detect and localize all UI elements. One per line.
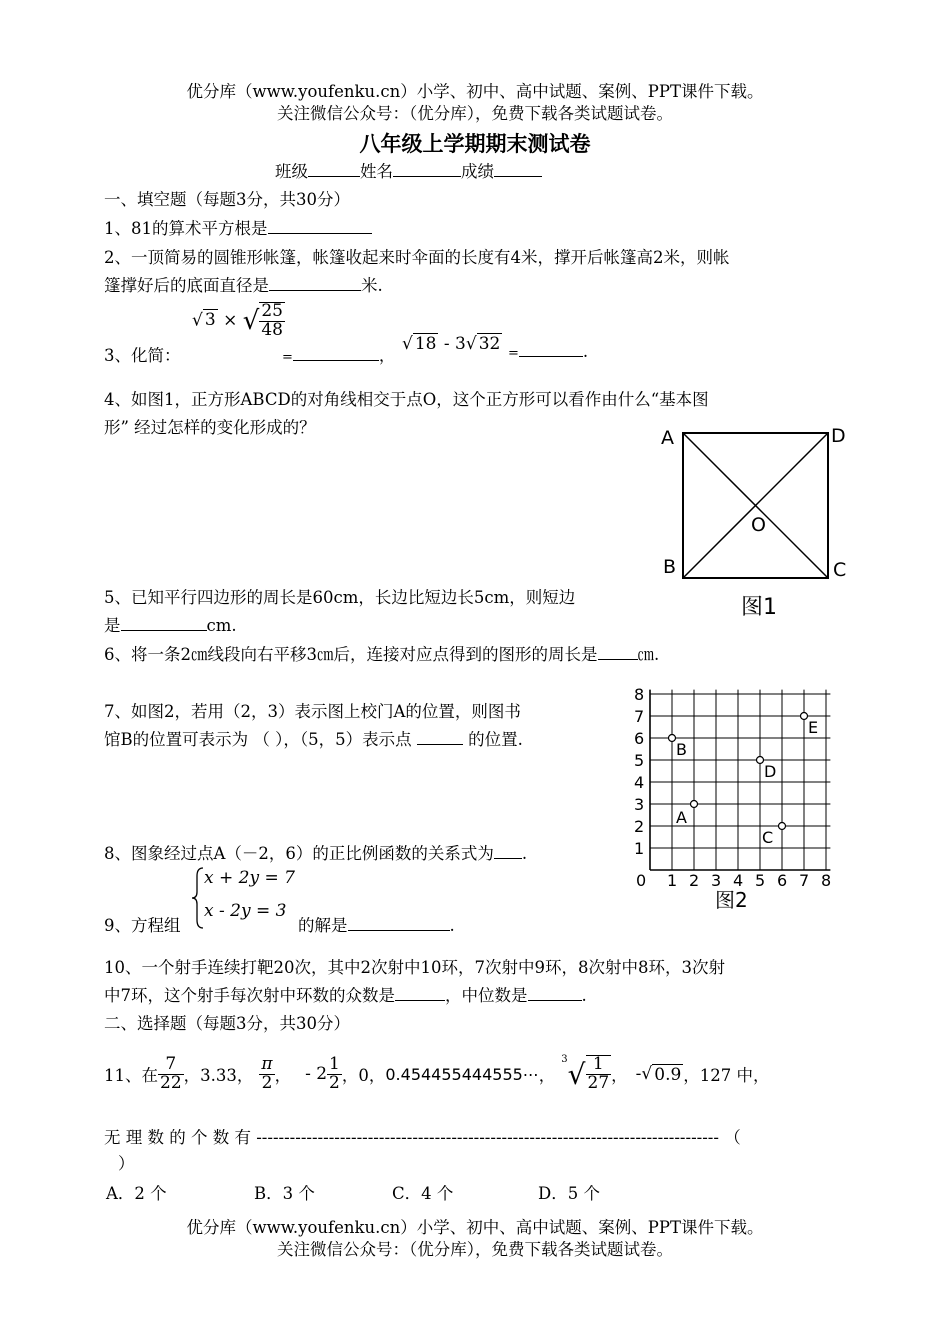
figure-2-grid — [620, 678, 845, 918]
question-5-blank[interactable] — [121, 616, 207, 631]
y-tick-label: 1 — [634, 839, 645, 858]
question-2-unit: 米. — [361, 276, 383, 295]
y-tick-label: 7 — [634, 707, 645, 726]
section-2-heading: 二、选择题（每题3分，共30分） — [104, 1014, 350, 1033]
class-label: 班级 — [275, 162, 308, 181]
y-tick-label: 6 — [634, 729, 645, 748]
question-3-blank-2[interactable] — [519, 342, 583, 357]
question-8-text: 8、图象经过点A（－2，6）的正比例函数的关系式为 — [104, 844, 494, 863]
class-blank[interactable] — [308, 162, 360, 177]
denominator: 48 — [261, 319, 283, 340]
section-1-heading: 一、填空题（每题3分，共30分） — [104, 190, 350, 209]
question-3-answer-2 — [508, 342, 588, 361]
question-5-unit: cm. — [206, 616, 237, 635]
question-2-blank[interactable] — [269, 276, 361, 291]
sqrt-32: 32 — [478, 334, 501, 354]
question-9-label: 9、方程组 — [104, 916, 181, 935]
x-tick-label: 5 — [755, 871, 766, 890]
question-6-blank[interactable] — [598, 645, 638, 660]
separator: ，127 中， — [683, 1066, 770, 1085]
question-10-blank-1[interactable] — [395, 986, 445, 1001]
grid-point-label-e: E — [808, 718, 819, 737]
question-3-expr-2: √ 18 - 3√ 32 — [402, 334, 501, 354]
separator: ， — [274, 1066, 292, 1085]
question-9-blank[interactable] — [348, 916, 450, 931]
student-info-line — [275, 158, 542, 182]
fraction-1-27 — [586, 1055, 612, 1093]
question-8-blank[interactable] — [494, 844, 522, 859]
sqrt-18: 18 — [414, 334, 437, 354]
question-10-text: 中7环，这个射手每次射中环数的众数是 — [104, 986, 395, 1005]
separator: ，0， — [341, 1066, 386, 1085]
question-11-label: 11、在 — [104, 1066, 158, 1085]
option-c[interactable]: C．4 个 — [392, 1184, 454, 1203]
fraction-7-22 — [158, 1053, 184, 1093]
question-1-blank[interactable] — [268, 219, 372, 234]
header-line-1: 优分库（www.youfenku.cn）小学、初中、高中试题、案例、PPT课件下载。 — [186, 82, 764, 101]
denominator: 22 — [160, 1072, 182, 1093]
question-7-suffix: 的位置. — [462, 730, 523, 749]
question-5-line-1: 5、已知平行四边形的周长是60cm，长边比短边长5cm，则短边 — [104, 588, 576, 607]
question-4-line-1: 4、如图1，正方形ABCD的对角线相交于点O，这个正方形可以看作由什么“基本图 — [104, 390, 709, 409]
question-1-text: 1、81的算术平方根是 — [104, 219, 268, 238]
x-tick-label: 7 — [799, 871, 810, 890]
grid-point-label-a: A — [676, 808, 687, 827]
footer-line-1: 优分库（www.youfenku.cn）小学、初中、高中试题、案例、PPT课件下载。 — [186, 1218, 764, 1237]
equation-1: x + 2y = 7 — [204, 868, 295, 888]
numerator: 1 — [586, 1056, 612, 1075]
grid-point-d — [757, 757, 764, 764]
comma: ， — [378, 346, 396, 365]
equals-sign: = — [508, 346, 519, 361]
denominator: 27 — [587, 1073, 610, 1093]
figure-1-caption: 图1 — [741, 595, 777, 620]
negative-sign: - — [635, 1064, 642, 1084]
option-a[interactable]: A．2 个 — [106, 1184, 167, 1203]
question-10-blank-2[interactable] — [528, 986, 582, 1001]
question-6-text: 6、将一条2㎝线段向右平移3㎝后，连接对应点得到的图形的周长是 — [104, 645, 598, 664]
repeating-decimal: 0.454455444555⋯ — [385, 1064, 539, 1084]
numerator: π — [261, 1053, 273, 1074]
sqrt-3: 3 — [204, 310, 216, 331]
y-tick-label: 4 — [634, 773, 645, 792]
question-2-line-1: 2、一顶简易的圆锥形帐篷，帐篷收起来时伞面的长度有4米，撑开后帐篷高2米，则帐 — [104, 248, 730, 267]
question-5-text: 是 — [104, 616, 121, 635]
figure-1-label-d: D — [831, 425, 846, 447]
radical-sign: √ — [567, 1057, 586, 1091]
figure-1-label-b: B — [663, 556, 677, 578]
grid-point-label-c: C — [762, 828, 774, 847]
question-7-blank[interactable] — [417, 730, 463, 745]
score-label: 成绩 — [461, 162, 494, 181]
period: . — [449, 916, 455, 935]
figure-1-label-o: O — [751, 514, 766, 536]
separator: ，3.33， — [183, 1066, 254, 1085]
period: . — [582, 342, 589, 361]
grid-point-label-b: B — [676, 740, 687, 759]
radical-sign: √ — [641, 1064, 653, 1084]
equation-2: x - 2y = 3 — [204, 901, 287, 921]
denominator: 2 — [261, 1072, 273, 1093]
grid-point-e — [801, 713, 808, 720]
exam-title: 八年级上学期期末测试卷 — [359, 131, 591, 156]
grid-point-c — [779, 823, 786, 830]
question-6 — [104, 641, 659, 665]
question-9-suffix: 的解是 — [298, 916, 348, 935]
footer-line-2: 关注微信公众号：（优分库），免费下载各类试题试卷。 — [277, 1240, 673, 1259]
option-b[interactable]: B．3 个 — [254, 1184, 315, 1203]
question-10-line-2 — [104, 982, 587, 1006]
y-tick-label: 2 — [634, 817, 645, 836]
separator: ， — [611, 1066, 628, 1085]
x-tick-label: 1 — [667, 871, 678, 890]
question-2-line-2 — [104, 272, 383, 296]
figure-1-label-a: A — [661, 427, 674, 449]
question-11-line-3: ） — [118, 1154, 135, 1173]
question-5-line-2 — [104, 612, 237, 636]
question-8 — [104, 840, 527, 864]
question-7-text: 馆B的位置可表示为 （ ），（5，5）表示点 — [104, 730, 412, 749]
fraction-1-2 — [327, 1053, 342, 1093]
origin-tick-label: 0 — [636, 871, 647, 890]
figure-2-caption: 图2 — [715, 888, 748, 912]
question-3-expr-1: √ 3 × √ $\frac{25}{48}$ — [192, 301, 283, 340]
fraction-pi-2 — [259, 1053, 274, 1093]
name-label: 姓名 — [360, 162, 393, 181]
grid-point-label-d: D — [764, 762, 777, 781]
figure-1-square — [655, 418, 855, 626]
header-line-2: 关注微信公众号：（优分库），免费下载各类试题试卷。 — [277, 104, 673, 123]
period: . — [521, 844, 528, 863]
grid-point-b — [669, 735, 676, 742]
question-6-unit: ㎝. — [637, 645, 660, 664]
fraction-25-48 — [259, 302, 285, 340]
cube-root-index: 3 — [561, 1054, 568, 1065]
y-tick-label: 8 — [634, 685, 645, 704]
question-4-line-2: 形” 经过怎样的变化形成的？ — [104, 418, 316, 437]
question-9-answer — [298, 912, 455, 936]
option-d[interactable]: D．5 个 — [538, 1184, 600, 1203]
separator: ， — [538, 1066, 556, 1085]
x-tick-label: 2 — [689, 871, 700, 890]
sqrt-0-9: 0.9 — [654, 1064, 682, 1085]
name-blank[interactable] — [393, 162, 461, 177]
question-7-line-2 — [104, 726, 523, 750]
numerator: 7 — [158, 1056, 184, 1075]
denominator: 2 — [329, 1072, 340, 1093]
score-blank[interactable] — [494, 162, 542, 177]
figure-1-label-c: C — [833, 559, 847, 581]
question-2-text: 篷撑好后的底面直径是 — [104, 276, 269, 295]
x-tick-label: 4 — [733, 871, 744, 890]
question-10-line-1: 10、一个射手连续打靶20次，其中2次射中10环，7次射中9环，8次射中8环，3次射 — [104, 958, 725, 977]
question-11-line-1 — [104, 1042, 770, 1106]
grid-point-a — [691, 801, 698, 808]
y-tick-label: 5 — [634, 751, 645, 770]
period: . — [581, 986, 587, 1005]
question-11-line-2: 无 理 数 的 个 数 有 ----------------------------------------------------------------------------------- （ — [104, 1128, 741, 1147]
question-10-text-2: ，中位数是 — [445, 986, 528, 1005]
x-tick-label: 6 — [777, 871, 788, 890]
figure-2-points — [669, 713, 819, 848]
numerator: 1 — [329, 1053, 340, 1074]
y-tick-label: 3 — [634, 795, 645, 814]
question-7-line-1: 7、如图2，若用（2，3）表示图上校门A的位置，则图书 — [104, 702, 521, 721]
x-tick-label: 8 — [821, 871, 832, 890]
question-3-blank-1[interactable] — [293, 346, 379, 361]
equals-sign: = — [282, 350, 293, 365]
minus-3: - 3 — [438, 334, 466, 354]
mixed-number-whole: - 2 — [305, 1064, 328, 1084]
question-3-answer-1 — [282, 342, 395, 366]
times-sign: × — [223, 310, 238, 331]
question-3-label: 3、化简： — [104, 346, 181, 365]
x-tick-label: 3 — [711, 871, 722, 890]
numerator: 25 — [261, 301, 283, 321]
question-1 — [104, 215, 372, 239]
